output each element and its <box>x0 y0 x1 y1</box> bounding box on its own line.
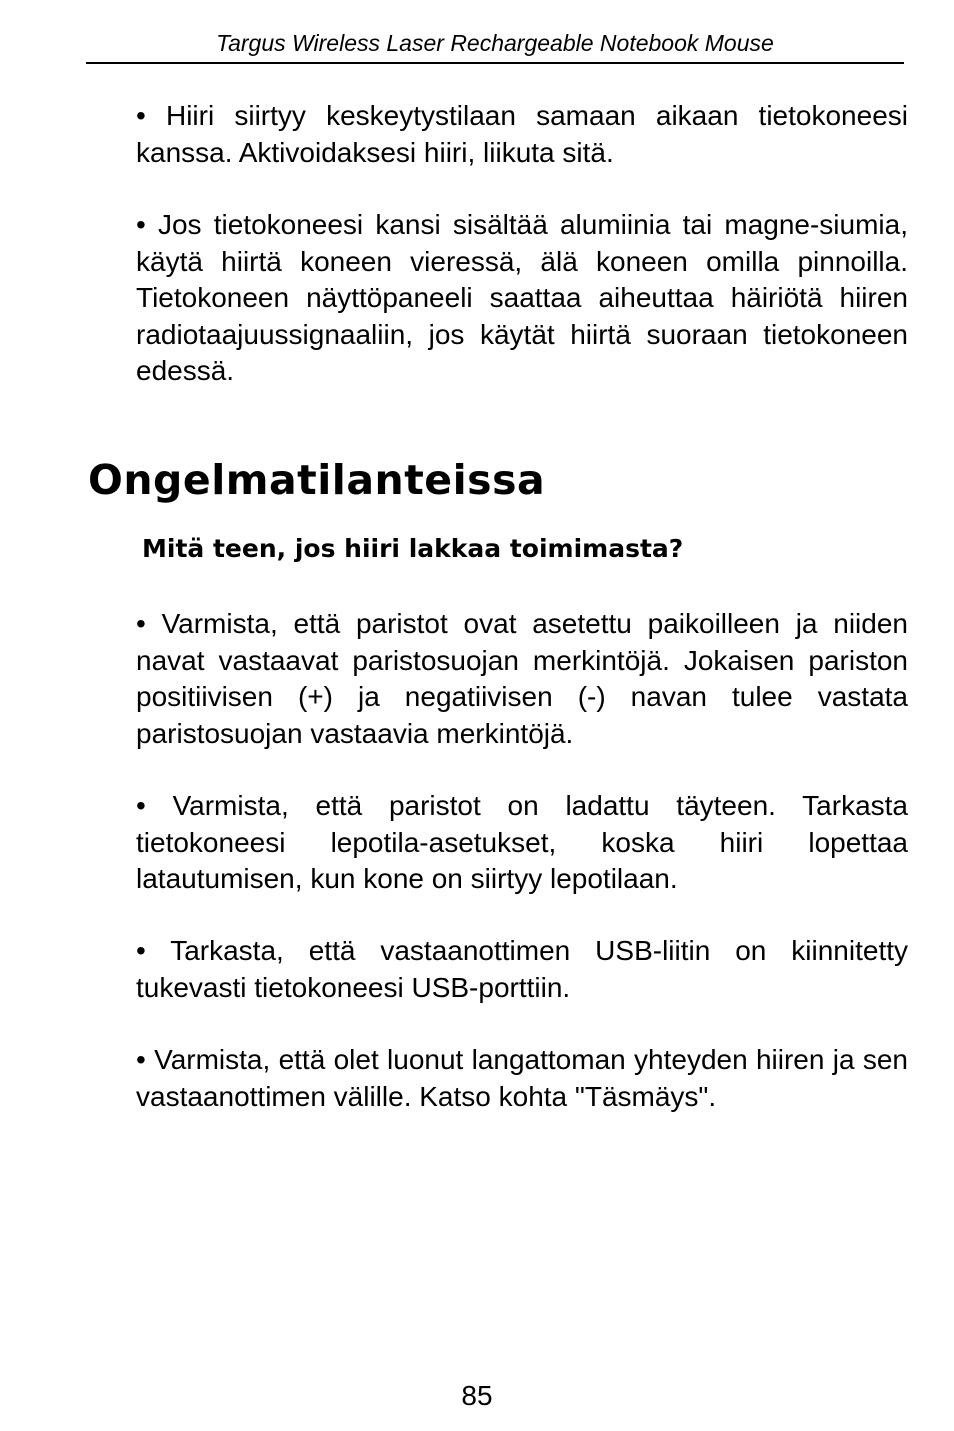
bullet-battery-charged: • Varmista, että paristot on ladattu täyteen. Tarkasta tietokoneesi lepotila-asetukset, koska hiiri lopettaa latautumisen, kun kone on siirtyy lepotilaan. <box>136 790 908 894</box>
intro-bullet-metal-lid: • Jos tietokoneesi kansi sisältää alumiinia tai magne-siumia, käytä hiirtä koneen vieressä, älä koneen omilla pinnoilla. Tietokoneen näyttöpaneeli saattaa aiheuttaa häiriötä hiiren radiotaajuussignaaliin, jos käytät hiirtä suoraan tietokoneen edessä. <box>136 209 908 386</box>
bullet-pairing: • Varmista, että olet luonut langattoman yhteyden hiiren ja sen vastaanottimen välille. Katso kohta "Täsmäys". <box>136 1044 908 1112</box>
bullet-battery-polarity: • Varmista, että paristot ovat asetettu paikoilleen ja niiden navat vastaavat paristosuojan merkintöjä. Jokaisen pariston positiivisen (+) ja negatiivisen (-) navan tulee vastata paristosuojan vastaavia merkintöjä. <box>136 608 908 749</box>
running-header: Targus Wireless Laser Rechargeable Notebook Mouse <box>216 30 774 56</box>
header-rule <box>86 62 904 64</box>
troubleshooting-question: Mitä teen, jos hiiri lakkaa toimimasta? <box>142 534 684 563</box>
section-title: Ongelmatilanteissa <box>88 456 546 504</box>
page-number: 85 <box>461 1380 493 1411</box>
intro-bullet-sleep-mode: • Hiiri siirtyy keskeytystilaan samaan aikaan tietokoneesi kanssa. Aktivoidaksesi hiiri, liikuta sitä. <box>136 100 908 168</box>
bullet-usb-receiver: • Tarkasta, että vastaanottimen USB-liitin on kiinnitetty tukevasti tietokoneesi USB-porttiin. <box>136 935 908 1003</box>
